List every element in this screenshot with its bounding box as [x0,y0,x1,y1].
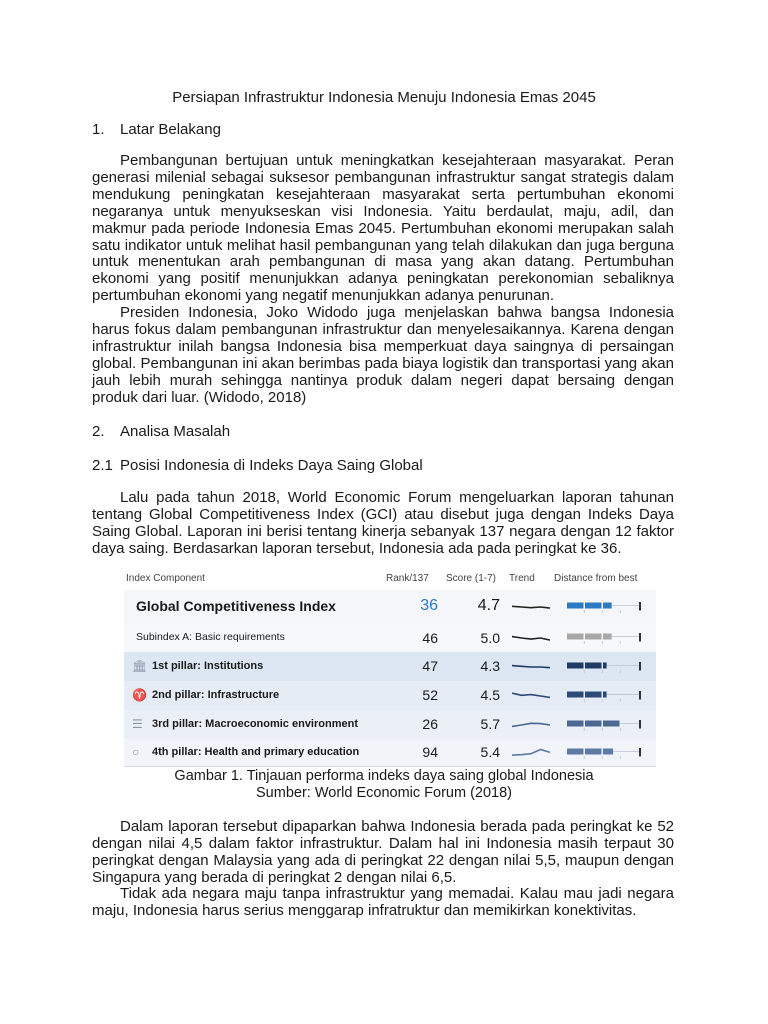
row-rank: 46 [422,629,438,646]
trend-line [512,693,550,697]
row-label: 2nd pillar: Infrastructure [152,688,280,701]
best-marker [639,748,641,757]
row-score: 4.7 [477,597,500,615]
best-marker [639,691,641,700]
trend-sparkline [512,660,550,674]
row-label: Global Competitiveness Index [136,598,336,615]
trend-line [512,606,550,608]
paragraph: Lalu pada tahun 2018, World Economic Forum mengeluarkan laporan tahunan tentang Global Competitiveness Index (GCI) atau disebut juga dengan Indeks Daya Saing Global. Laporan ini berisi tentang kinerja sebanyak 137 negara dengan 12 faktor daya saing. Berdasarkan laporan tersebut, Indonesia ada pada peringkat ke 36. [92,489,674,557]
distance-bar-segment [585,634,602,640]
trend-sparkline [512,631,550,645]
figure-table-row [124,739,656,767]
row-rank: 47 [422,658,438,675]
distance-from-best-bar [567,602,643,616]
paragraph: Presiden Indonesia, Joko Widodo juga menjelaskan bahwa bangsa Indonesia harus fokus dalam pembangunan infrastruktur dan menyelesaikannya. Karena dengan infrastruktur inilah bangsa Indonesia bisa memperkuat daya saingnya di persaingan global. Pembangunan ini akan berimbas pada biaya logistik dan transportasi yang akan jauh lebih murah sehingga nantinya produk dalam negeri dapat bersaing dengan produk dari luar. (Widodo, 2018) [92,304,674,406]
best-marker [639,662,641,671]
distance-bar-segment [567,634,584,640]
trend-sparkline [512,718,550,732]
distance-bar-segment [567,662,584,668]
section-number: 2.1 [92,457,113,474]
distance-bar-segment [603,603,612,609]
best-marker [639,633,641,642]
row-label: 3rd pillar: Macroeconomic environment [152,717,358,730]
apple-icon: ○ [132,744,140,759]
row-rank: 26 [422,716,438,733]
trend-line [512,637,550,641]
row-rank: 36 [420,597,438,615]
gci-figure [124,568,656,766]
paragraph: Pembangunan bertujuan untuk meningkatkan kesejahteraan masyarakat. Peran generasi milenial sebagai suksesor pembangunan infrastruktur sangat strategis dalam mendukung peningkatan kesejahteraan masyarakat serta pertumbuhan ekonomi negaranya untuk menyukseskan visi Indonesia. Yaitu berdaulat, maju, adil, dan makmur pada periode Indonesia Emas 2045. Pertumbuhan ekonomi merupakan salah satu indikator untuk melihat hasil pembangunan yang telah dilakukan dan juga berguna untuk menentukan arah pembangunan di masa yang akan datang. Pertumbuhan ekonomi yang positif menunjukkan adanya peningkatan perekonomian sebaliknya pertumbuhan ekonomi yang negatif menunjukkan adanya penurunan. [92,152,674,305]
distance-bar-segment [585,748,602,754]
distance-bar-segment [567,720,584,726]
section-heading-analisa-masalah [92,423,230,440]
distance-from-best-bar [567,720,643,734]
section-label: Analisa Masalah [120,423,231,440]
distance-bar-segment [567,748,584,754]
trend-sparkline [512,600,550,614]
distance-bar-segment [603,634,612,640]
trend-line [512,749,550,755]
best-marker [639,602,641,611]
header-index-component: Index Component [126,573,205,584]
row-score: 4.5 [480,687,500,704]
distance-bar-segment [585,720,602,726]
coins-icon: ☰ [132,716,143,731]
paragraph: Dalam laporan tersebut dipaparkan bahwa Indonesia berada pada peringkat ke 52 dengan nilai 4,5 dalam faktor infrastruktur. Dalam hal ini Indonesia masih terpaut 30 peringkat dengan Malaysia yang ada di peringkat 22 dengan nilai 5,5, maupun dengan Singapura yang berada di peringkat 2 dengan nilai 6,5. [92,818,674,886]
row-score: 4.3 [480,658,500,675]
row-score: 5.7 [480,716,500,733]
trend-sparkline [512,746,550,760]
best-marker [639,720,641,729]
figure-caption: Gambar 1. Tinjauan performa indeks daya saing global Indonesia [174,768,594,784]
row-rank: 52 [422,687,438,704]
subsection-heading-posisi-indonesia [92,457,423,474]
distance-from-best-bar [567,691,643,705]
distance-bar-segment [603,748,613,754]
section-label: Posisi Indonesia di Indeks Daya Saing Global [120,457,423,474]
paragraph: Tidak ada negara maju tanpa infrastruktur yang memadai. Kalau mau jadi negara maju, Indonesia harus serius menggarap infratruktur dan memikirkan konektivitas. [92,885,674,919]
figure-source: Sumber: World Economic Forum (2018) [256,785,512,801]
figure-table-row [124,681,656,711]
distance-bar-segment [603,720,620,726]
distance-bar-segment [603,691,607,697]
building-icon: 🏛 [132,658,148,673]
section-label: Latar Belakang [120,121,221,138]
trend-line [512,723,550,726]
figure-table-row [124,652,656,682]
distance-from-best-bar [567,662,643,676]
road-icon: ♈ [132,687,147,702]
row-score: 5.0 [480,629,500,646]
distance-bar-segment [585,662,602,668]
row-label: 1st pillar: Institutions [152,659,264,672]
figure-table-row [124,624,656,653]
row-score: 5.4 [480,744,500,761]
distance-bar-segment [585,603,602,609]
figure-header-row [124,568,656,590]
row-label: 4th pillar: Health and primary education [152,745,360,758]
trend-line [512,665,550,667]
header-rank: Rank/137 [386,573,429,584]
header-score: Score (1-7) [446,573,497,584]
distance-from-best-bar [567,633,643,647]
document-title: Persiapan Infrastruktur Indonesia Menuju Indonesia Emas 2045 [172,89,596,106]
trend-sparkline [512,689,550,703]
distance-from-best-bar [567,748,643,762]
distance-bar-segment [603,662,607,668]
distance-bar-segment [567,691,584,697]
row-rank: 94 [422,744,438,761]
figure-table-row [124,710,656,740]
section-number: 1. [92,121,105,138]
section-heading-latar-belakang [92,121,221,138]
distance-bar-segment [567,603,584,609]
distance-bar-segment [585,691,602,697]
section-number: 2. [92,423,105,440]
header-distance: Distance from best [554,573,638,584]
row-label: Subindex A: Basic requirements [136,631,285,644]
figure-table-row [124,590,656,627]
header-trend: Trend [509,573,535,584]
